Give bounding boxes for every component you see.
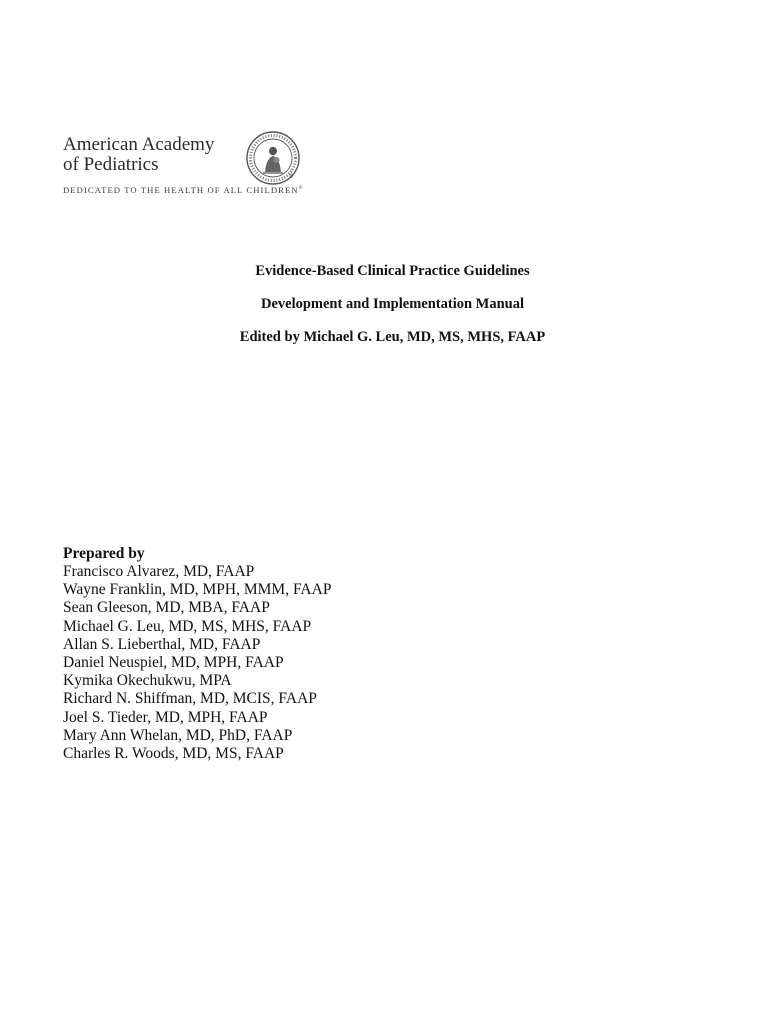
org-name-line-2: of Pediatrics <box>63 154 159 175</box>
document-editor: Edited by Michael G. Leu, MD, MS, MHS, FAAP <box>239 329 546 345</box>
author-name: Sean Gleeson, MD, MBA, FAAP <box>63 599 270 617</box>
author-name: Wayne Franklin, MD, MPH, MMM, FAAP <box>63 581 332 599</box>
organization-logo <box>63 130 323 226</box>
author-name: Allan S. Lieberthal, MD, FAAP <box>63 635 261 653</box>
author-name: Richard N. Shiffman, MD, MCIS, FAAP <box>63 690 317 708</box>
author-name: Charles R. Woods, MD, MS, FAAP <box>63 745 284 763</box>
author-name: Kymika Okechukwu, MPA <box>63 672 232 690</box>
author-name: Francisco Alvarez, MD, FAAP <box>63 563 255 580</box>
document-subtitle: Development and Implementation Manual <box>260 296 525 312</box>
tagline-registered-mark: ® <box>298 186 303 192</box>
document-title: Evidence-Based Clinical Practice Guidelines <box>255 263 530 279</box>
org-tagline <box>63 185 302 195</box>
author-name: Michael G. Leu, MD, MS, MHS, FAAP <box>63 617 312 635</box>
author-name: Mary Ann Whelan, MD, PhD, FAAP <box>63 726 293 744</box>
prepared-by-heading: Prepared by <box>63 545 145 562</box>
author-list <box>63 563 563 763</box>
author-name: Daniel Neuspiel, MD, MPH, FAAP <box>63 654 284 672</box>
tagline-text: DEDICATED TO THE HEALTH OF ALL CHILDREN <box>63 185 299 195</box>
prepared-by-section <box>63 545 563 763</box>
author-name: Joel S. Tieder, MD, MPH, FAAP <box>63 708 268 726</box>
registered-mark: ® <box>289 174 294 180</box>
org-name-line-1: American Academy <box>63 134 215 155</box>
